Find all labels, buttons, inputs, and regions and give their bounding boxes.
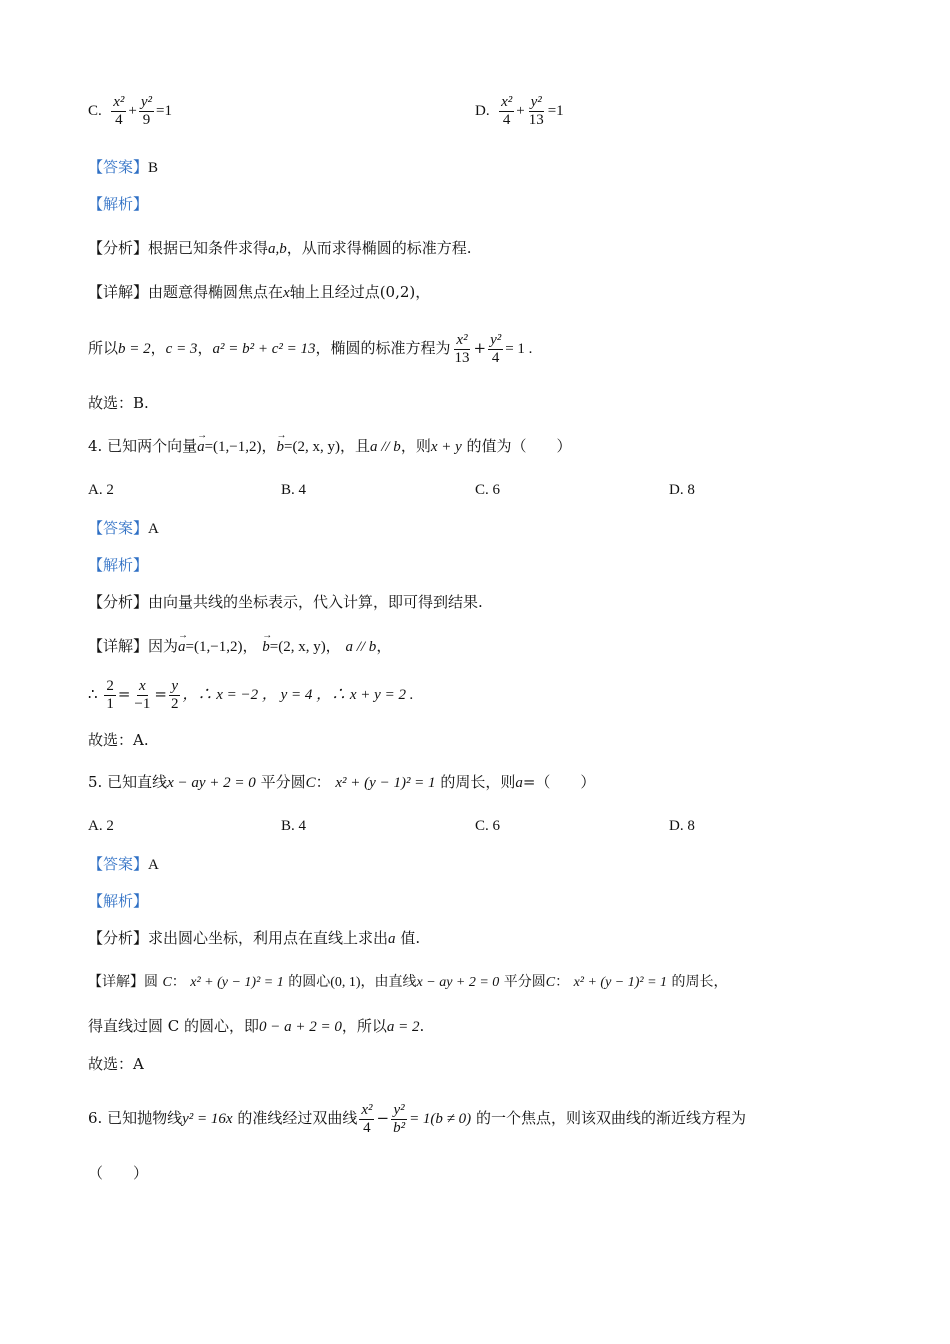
q4-option-b: B. 4 <box>281 482 307 498</box>
q3-fenxi: 【分析】根据已知条件求得a,b，从而求得椭圆的标准方程. <box>88 239 472 257</box>
q3-option-c: C. $\frac{\text{x²}}{4}$ + $\frac{\text{y²}}{9}$ =1 <box>88 94 173 128</box>
q4-option-d: D. 8 <box>669 482 695 498</box>
q3-option-d: D. $\frac{\text{x²}}{4}$ + $\frac{\text{y²}}{13}$ =1 <box>475 94 564 128</box>
q3-choose: 故选：B. <box>88 394 149 412</box>
q3-analysis-tag: 【解析】 <box>88 195 149 213</box>
q4-fenxi: 【分析】由向量共线的坐标表示，代入计算，即可得到结果. <box>88 593 483 611</box>
q3-answer: 【答案】B <box>88 158 159 176</box>
q4-detail: 【详解】因为→ a=(1,−1,2)， → b=(2, x, y)， a // b， <box>88 636 391 657</box>
q5-option-b: B. 4 <box>281 818 307 834</box>
q5-choose: 故选：A <box>88 1055 144 1073</box>
q5-option-c: C. 6 <box>475 818 501 834</box>
q4-stem: 4. 已知两个向量→ a=(1,−1,2)，→ b=(2, x, y)，且a // b，则x + y 的值为（ ） <box>88 436 572 457</box>
q5-option-d: D. 8 <box>669 818 695 834</box>
q6-stem: 6. 已知抛物线y² = 16x 的准线经过双曲线 $\frac{\text{x²}}{4}$ − $\frac{\text{y²}}{\text{b²}}$ = 1(b ≠ 0) 的一个焦点，则该双曲线的渐近线方程为 <box>88 1101 746 1136</box>
q4-option-c: C. 6 <box>475 482 501 498</box>
q3-detail-line2: 所以b = 2，c = 3，a² = b² + c² = 13，椭圆的标准方程为 $\frac{\text{x²}}{13}$ + $\frac{\text{y²}}{4}$ = 1 . <box>88 331 533 366</box>
q4-option-a: A. 2 <box>88 482 114 498</box>
q5-stem: 5. 已知直线x − ay + 2 = 0 平分圆C： x² + (y − 1)² = 1 的周长，则a=（ ） <box>88 773 596 791</box>
q4-answer: 【答案】A <box>88 519 159 537</box>
q4-derivation: ∴ $\frac{2}{1}$ = $\frac{x}{-1}$ = $\frac{y}{2}$ ，∴ x = −2 ， y = 4 ，∴ x + y = 2 . <box>88 677 414 712</box>
q5-detail: 【详解】圆 C： x² + (y − 1)² = 1 的圆心(0, 1)，由直线x − ay + 2 = 0 平分圆C： x² + (y − 1)² = 1 的周长， <box>88 974 728 990</box>
q6-paren: （ ） <box>88 1164 149 1182</box>
q5-answer: 【答案】A <box>88 855 159 873</box>
q5-detail-line2: 得直线过圆 C 的圆心，即0 − a + 2 = 0，所以a = 2. <box>88 1017 425 1035</box>
q4-analysis-tag: 【解析】 <box>88 556 149 574</box>
q4-choose: 故选：A. <box>88 731 149 749</box>
q5-option-a: A. 2 <box>88 818 114 834</box>
q5-fenxi: 【分析】求出圆心坐标，利用点在直线上求出a 值. <box>88 929 421 947</box>
q3-detail: 【详解】由题意得椭圆焦点在x轴上且经过点(0,2)， <box>88 283 431 301</box>
q5-analysis-tag: 【解析】 <box>88 892 149 910</box>
